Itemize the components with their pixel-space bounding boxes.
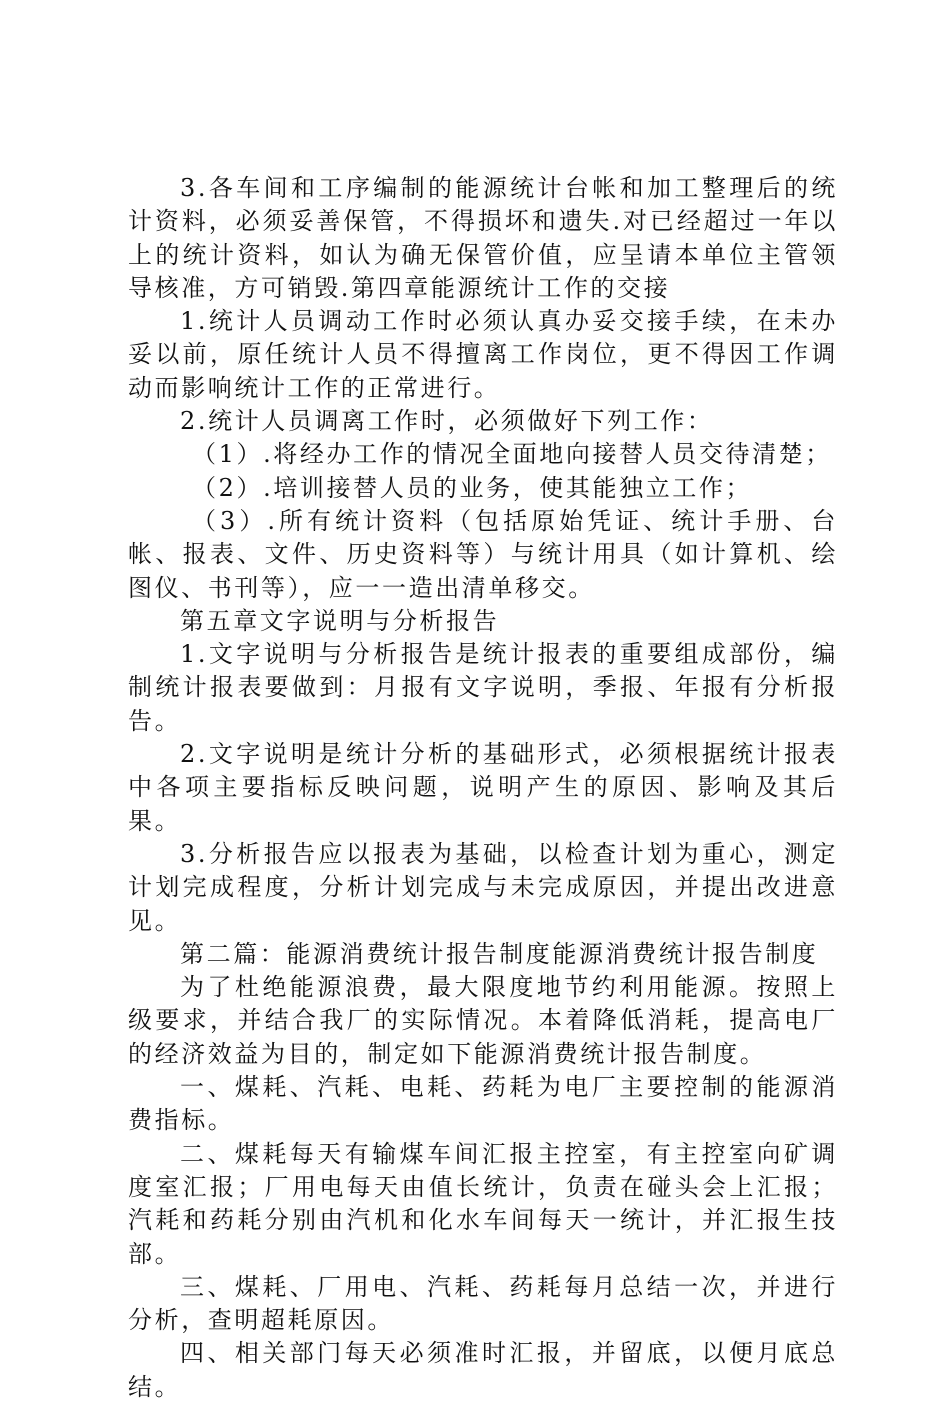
paragraph-9: 2.文字说明是统计分析的基础形式，必须根据统计报表中各项主要指标反映问题，说明产生的原因、影响及其后果。 <box>128 740 838 835</box>
paragraph-1: 3.各车间和工序编制的能源统计台帐和加工整理后的统计资料，必须妥善保管，不得损坏和遗失.对已经超过一年以上的统计资料，如认为确无保管价值，应呈请本单位主管领导核准，方可销毁.第四章能源统计工作的交接 <box>128 174 838 302</box>
paragraph-14: 二、煤耗每天有输煤车间汇报主控室，有主控室向矿调度室汇报；厂用电每天由值长统计，负责在碰头会上汇报；汽耗和药耗分别由汽机和化水车间每天一统计，并汇报生技部。 <box>128 1139 838 1268</box>
paragraph-12: 为了杜绝能源浪费，最大限度地节约利用能源。按照上级要求，并结合我厂的实际情况。本着降低消耗，提高电厂的经济效益为目的，制定如下能源消费统计报告制度。 <box>128 973 838 1068</box>
part-two-heading: 第二篇：能源消费统计报告制度能源消费统计报告制度 <box>180 939 819 968</box>
document-body <box>128 172 838 1404</box>
chapter-five-heading: 第五章文字说明与分析报告 <box>180 606 500 635</box>
paragraph-13: 一、煤耗、汽耗、电耗、药耗为电厂主要控制的能源消费指标。 <box>128 1073 838 1135</box>
paragraph-10: 3.分析报告应以报表为基础，以检查计划为重心，测定计划完成程度，分析计划完成与未完成原因，并提出改进意见。 <box>128 839 838 935</box>
paragraph-6: （3）.所有统计资料（包括原始凭证、统计手册、台帐、报表、文件、历史资料等）与统计用具（如计算机、绘图仪、书刊等），应一一造出清单移交。 <box>128 506 838 602</box>
paragraph-2: 1.统计人员调动工作时必须认真办妥交接手续，在未办妥以前，原任统计人员不得擅离工作岗位，更不得因工作调动而影响统计工作的正常进行。 <box>128 307 838 402</box>
paragraph-4: （1）.将经办工作的情况全面地向接替人员交待清楚； <box>192 440 832 469</box>
paragraph-16: 四、相关部门每天必须准时汇报，并留底，以便月底总结。 <box>128 1339 838 1401</box>
paragraph-5: （2）.培训接替人员的业务，使其能独立工作； <box>192 473 753 502</box>
paragraph-15: 三、煤耗、厂用电、汽耗、药耗每月总结一次，并进行分析，查明超耗原因。 <box>128 1272 838 1335</box>
paragraph-8: 1.文字说明与分析报告是统计报表的重要组成部份，编制统计报表要做到：月报有文字说明，季报、年报有分析报告。 <box>128 640 838 735</box>
paragraph-3: 2.统计人员调离工作时，必须做好下列工作： <box>180 407 714 436</box>
